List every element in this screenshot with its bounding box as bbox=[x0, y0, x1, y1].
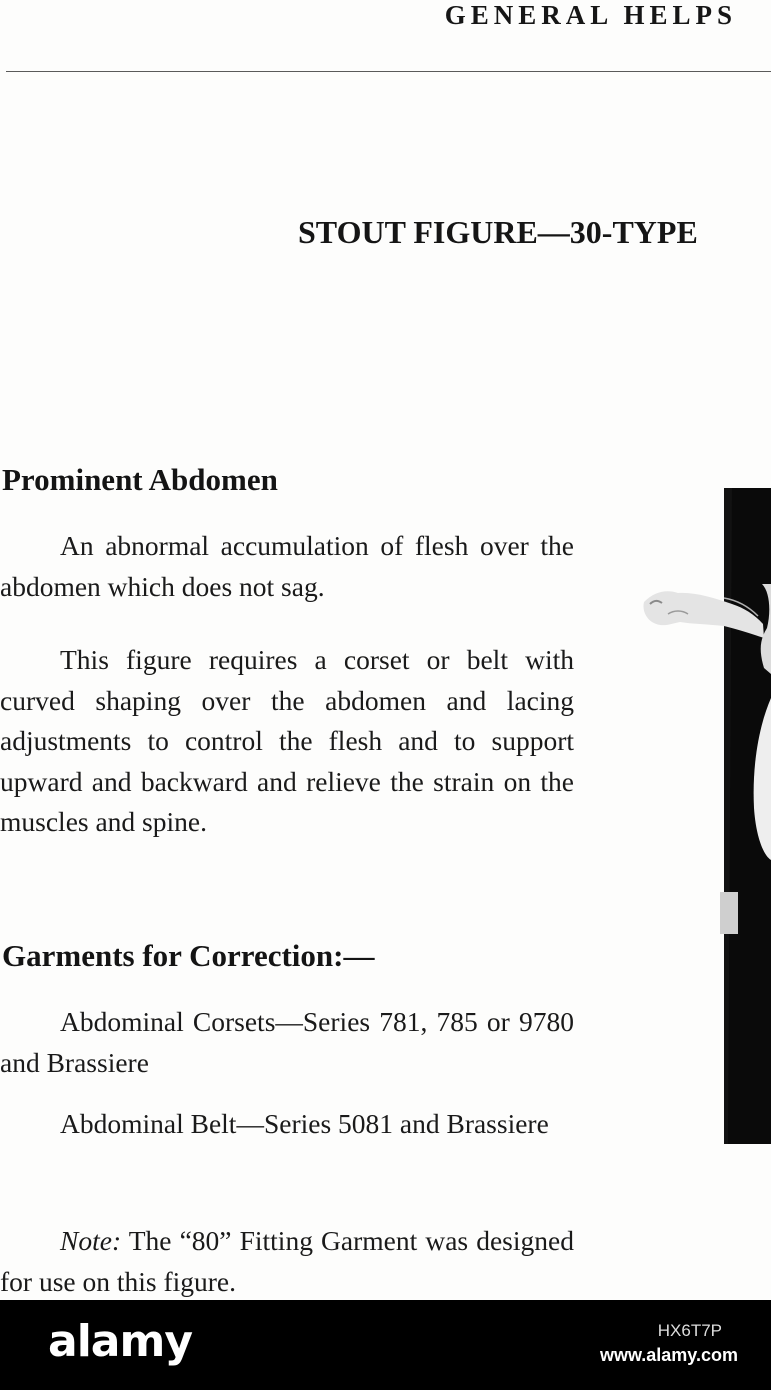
watermark-footer bbox=[0, 1300, 771, 1390]
requirement-paragraph: This figure requires a corset or belt with curved shaping over the abdomen and lacing adjustments to control the flesh and to support upward and backward and relieve the strain on the muscles and spine. bbox=[0, 644, 574, 837]
heading-garments-for-correction: Garments for Correction:— bbox=[2, 938, 375, 973]
running-head: GENERAL HELPS bbox=[444, 0, 737, 30]
correction-item-corsets: Abdominal Corsets—Series 781, 785 or 9780 and Brassiere bbox=[0, 1006, 574, 1078]
definition-paragraph: An abnormal accumulation of flesh over the abdomen which does not sag. bbox=[0, 530, 574, 602]
site-url: www.alamy.com bbox=[599, 1345, 738, 1365]
section-title: STOUT FIGURE—30-TYPE bbox=[298, 214, 698, 250]
figure-photograph-icon bbox=[640, 488, 771, 1144]
note-paragraph bbox=[0, 1221, 574, 1300]
note-text: The “80” Fitting Garment was designed for use on this figure. bbox=[0, 1225, 574, 1297]
heading-prominent-abdomen: Prominent Abdomen bbox=[2, 462, 278, 497]
header-rule bbox=[6, 71, 771, 72]
image-id: HX6T7P bbox=[657, 1321, 722, 1340]
alamy-logo: alamy bbox=[48, 1316, 192, 1367]
correction-item-belt: Abdominal Belt—Series 5081 and Brassiere bbox=[60, 1108, 549, 1139]
note-label: Note: bbox=[60, 1225, 122, 1256]
